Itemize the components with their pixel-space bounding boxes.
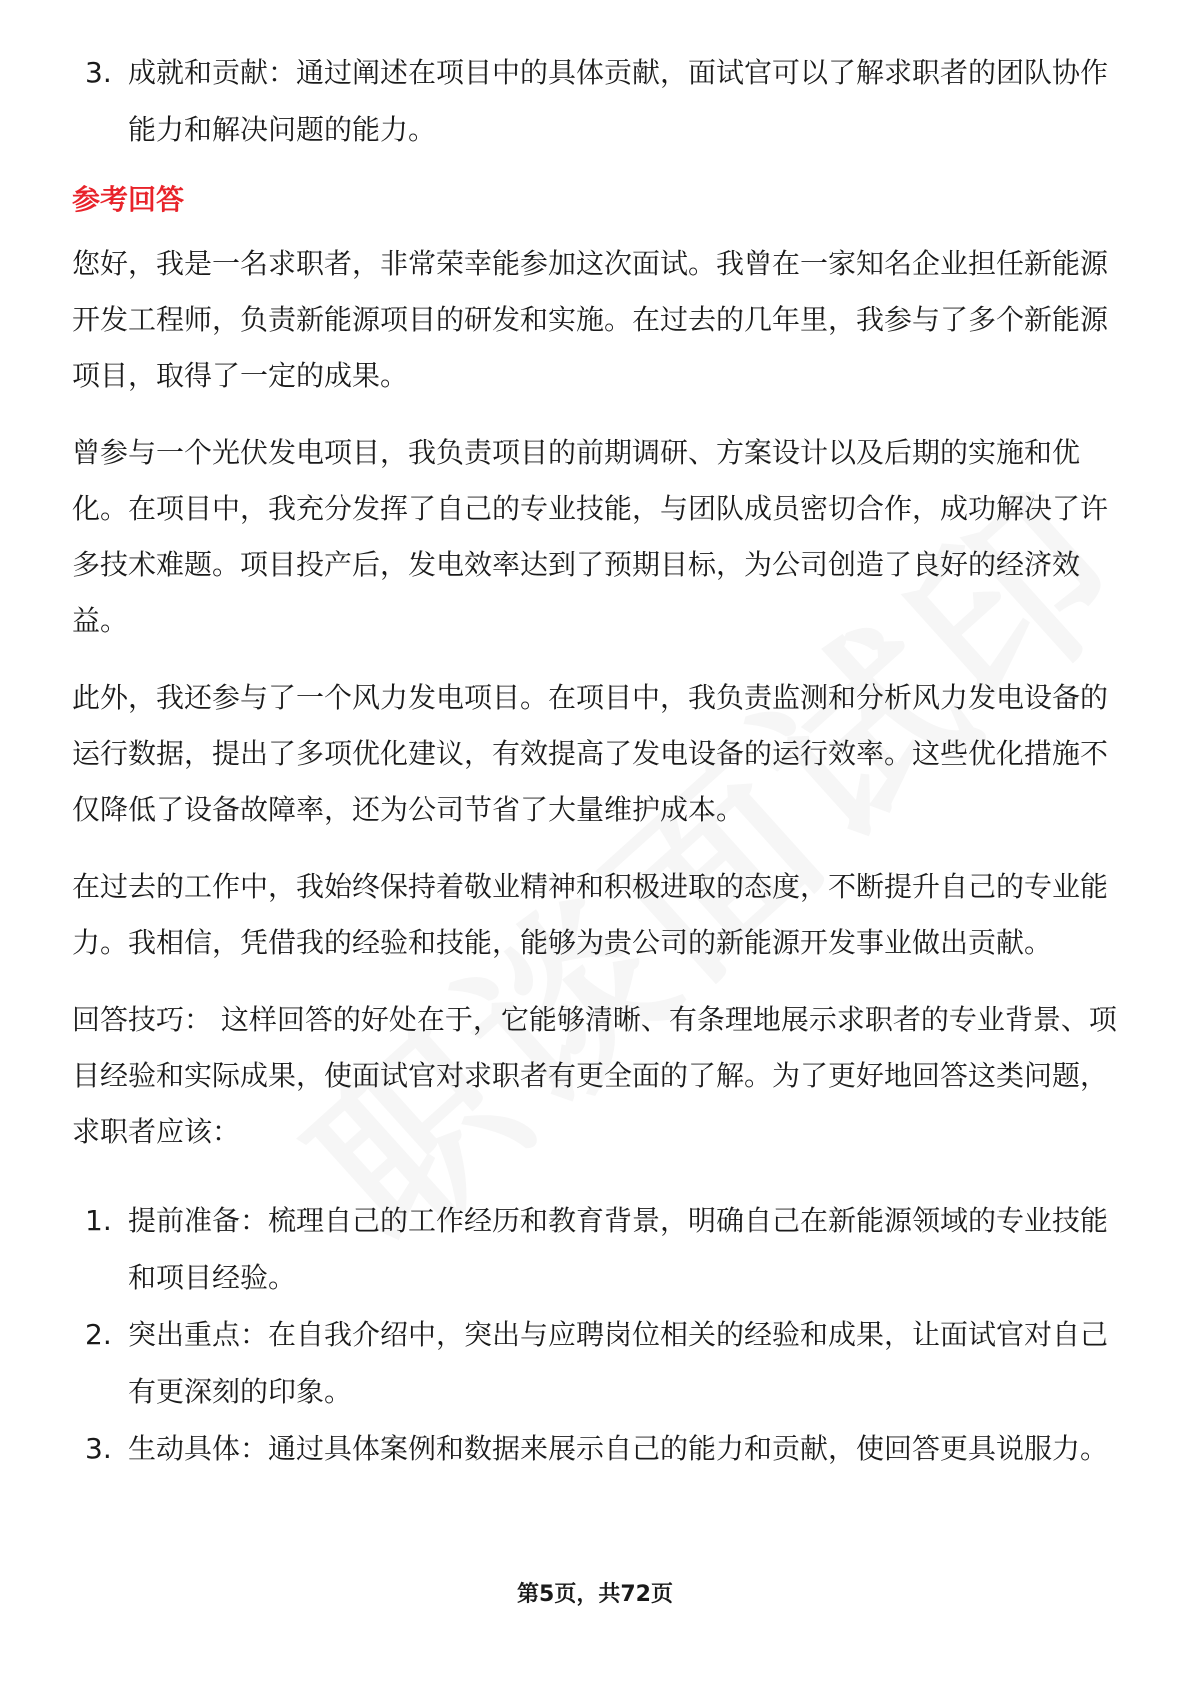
list-item-number: 2.: [85, 1318, 112, 1351]
document-page: [72, 44, 1118, 1477]
list-item-text: 生动具体：通过具体案例和数据来展示自己的能力和贡献，使回答更具说服力。: [128, 1432, 1109, 1465]
list-item-number: 1.: [85, 1204, 112, 1237]
list-item: [72, 1192, 1118, 1306]
paragraph-answer-tips: 回答技巧： 这样回答的好处在于，它能够清晰、有条理地展示求职者的专业背景、项目经验和实际成果，使面试官对求职者有更全面的了解。为了更好地回答这类问题，求职者应该：: [72, 1003, 1117, 1148]
list-item-number: 3.: [85, 56, 112, 89]
paragraph-intro: 您好，我是一名求职者，非常荣幸能参加这次面试。我曾在一家知名企业担任新能源开发工程师，负责新能源项目的研发和实施。在过去的几年里，我参与了多个新能源项目，取得了一定的成果。: [72, 247, 1109, 392]
list-item-number: 3.: [85, 1432, 112, 1465]
list-item-text: 提前准备：梳理自己的工作经历和教育背景，明确自己在新能源领域的专业技能和项目经验。: [128, 1204, 1109, 1294]
paragraph-wind-project: 此外，我还参与了一个风力发电项目。在项目中，我负责监测和分析风力发电设备的运行数据，提出了多项优化建议，有效提高了发电设备的运行效率。这些优化措施不仅降低了设备故障率，还为公司节省了大量维护成本。: [72, 681, 1109, 826]
list-item: [72, 1306, 1118, 1420]
list-item-text: 成就和贡献：通过阐述在项目中的具体贡献，面试官可以了解求职者的团队协作能力和解决问题的能力。: [128, 56, 1109, 146]
list-item-text: 突出重点：在自我介绍中，突出与应聘岗位相关的经验和成果，让面试官对自己有更深刻的印象。: [128, 1318, 1109, 1408]
page-number-footer: 第5页，共72页: [517, 1582, 673, 1607]
paragraph-attitude: 在过去的工作中，我始终保持着敬业精神和积极进取的态度，不断提升自己的专业能力。我相信，凭借我的经验和技能，能够为贵公司的新能源开发事业做出贡献。: [72, 870, 1109, 959]
list-item: [72, 1420, 1118, 1477]
top-numbered-list: [72, 44, 1118, 158]
section-heading: 参考回答: [72, 183, 185, 216]
paragraph-pv-project: 曾参与一个光伏发电项目，我负责项目的前期调研、方案设计以及后期的实施和优化。在项目中，我充分发挥了自己的专业技能，与团队成员密切合作，成功解决了许多技术难题。项目投产后，发电效率达到了预期目标，为公司创造了良好的经济效益。: [72, 436, 1109, 637]
list-item: [72, 44, 1118, 158]
tips-numbered-list: [72, 1192, 1118, 1477]
